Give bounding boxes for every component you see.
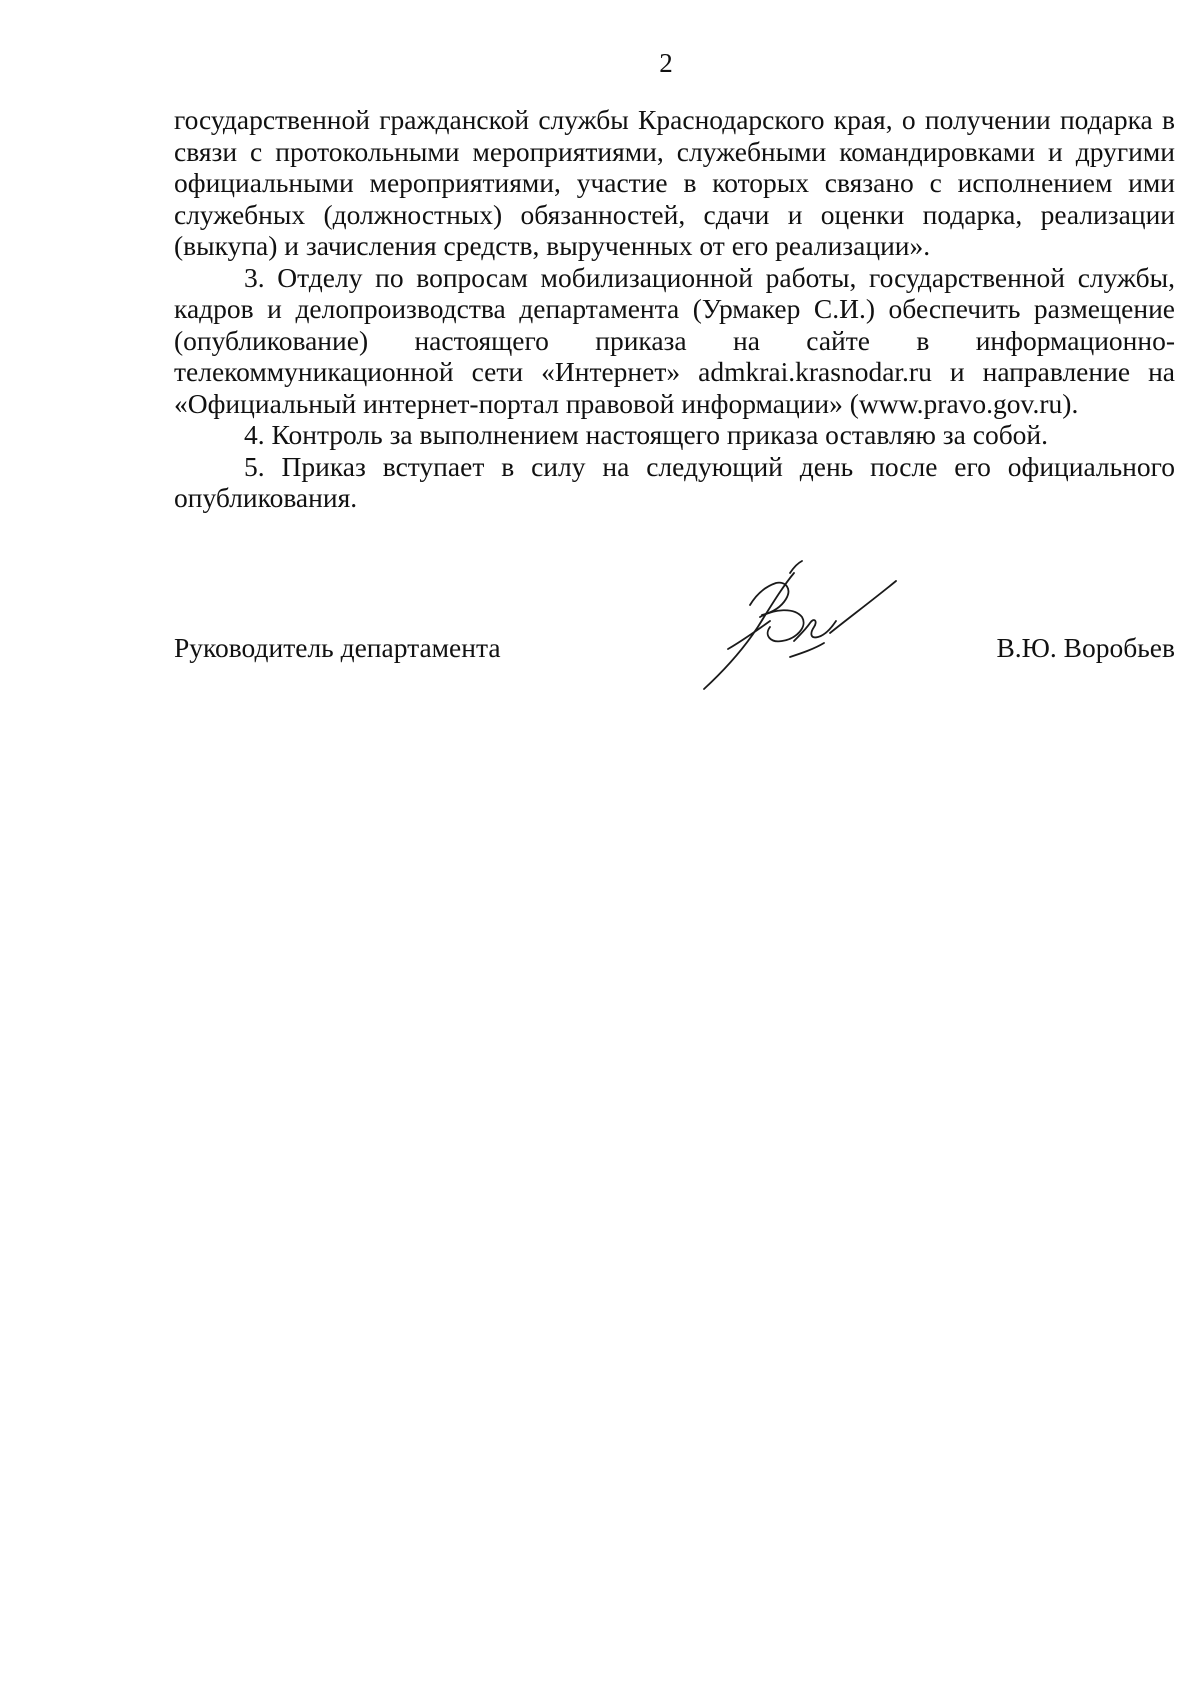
signatory-position: Руководитель департамента [174, 632, 501, 663]
handwritten-signature [690, 555, 930, 695]
document-body [174, 104, 1175, 514]
paragraph-continuation: государственной гражданской службы Краснодарского края, о получении подарка в связи с протокольными мероприятиями, служебными командировками и другими официальными мероприятиями, участие в которых связано с исполнением ими служебных (должностных) обязанностей, сдачи и оценки подарка, реализации (выкупа) и зачисления средств, вырученных от его реализации». [174, 104, 1175, 261]
signature-block [174, 632, 1175, 672]
paragraph-item-4: 4. Контроль за выполнением настоящего приказа оставляю за собой. [244, 419, 1049, 450]
paragraph-item-5: 5. Приказ вступает в силу на следующий день после его официального опубликования. [174, 450, 1175, 513]
signatory-name: В.Ю. Воробьев [996, 632, 1175, 663]
page-number: 2 [659, 48, 673, 78]
paragraph-item-3: 3. Отделу по вопросам мобилизационной работы, государственной службы, кадров и делопроизводства департамента (Урмакер С.И.) обеспечить размещение (опубликование) настоящего приказа на сайте в информационно-телекоммуникационной сети «Интернет» admkrai.krasnodar.ru и направление на «Официальный интернет-портал правовой информации» (www.pravo.gov.ru). [174, 261, 1175, 419]
